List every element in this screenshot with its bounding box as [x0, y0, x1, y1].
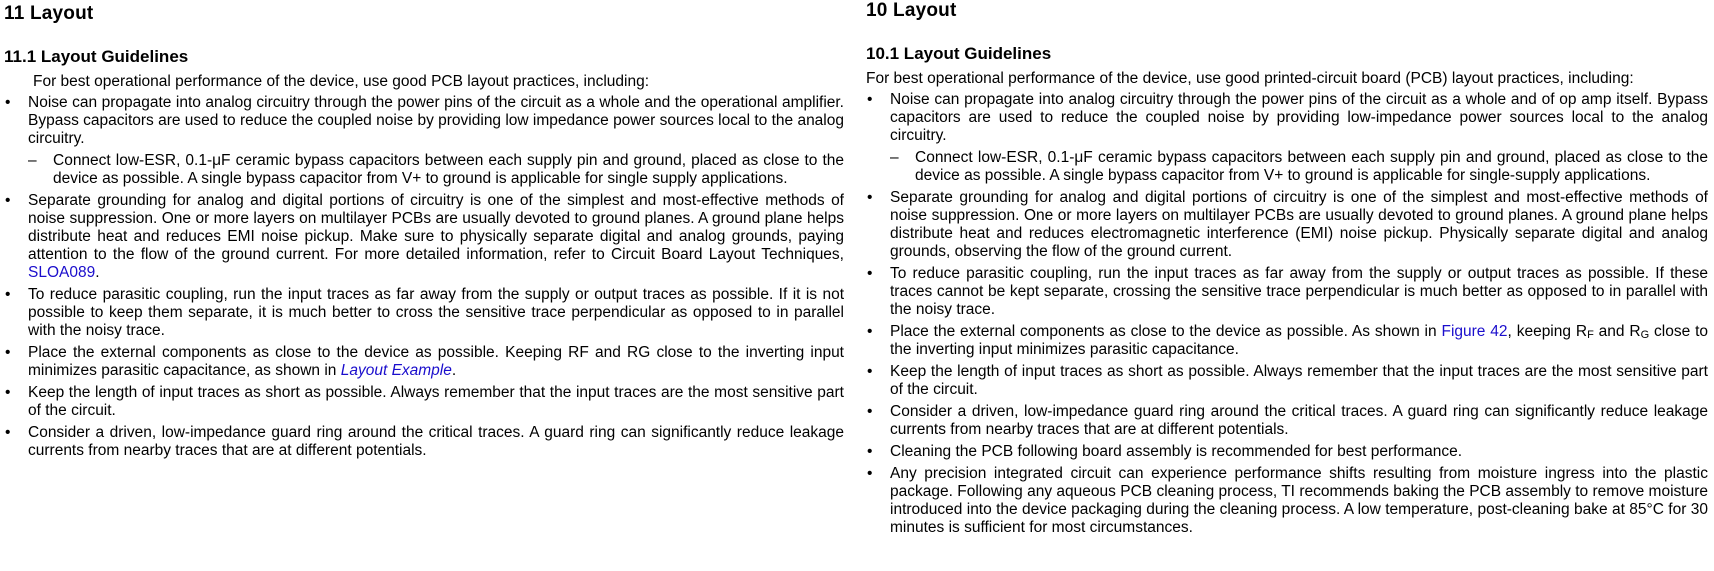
list-item-text: Separate grounding for analog and digital portions of circuitry is one of the simplest and most-effective methods of noise suppression. One or more layers on multilayer PCBs are usually devoted to ground planes. A ground plane helps distribute heat and reduces EMI noise pickup. Make sure to physically separate digital and analog grounds, paying attention to the flow of the ground current. For more detailed information, refer to Circuit Board Layout Techniques,	[28, 192, 844, 263]
list-item-end: .	[451, 362, 457, 379]
list-item: • Consider a driven, low-impedance guard ring around the critical traces. A guard ring can significantly reduce leakage currents from nearby traces that are at different potentials.	[866, 403, 1708, 439]
list-item	[866, 323, 1708, 359]
list-item: • Cleaning the PCB following board assembly is recommended for best performance.	[866, 443, 1708, 461]
section-heading: 10 Layout	[866, 0, 957, 21]
list-item	[4, 192, 844, 282]
list-item	[4, 344, 844, 380]
list-item-text: , keeping R	[1507, 323, 1588, 340]
sub-list-item: – Connect low-ESR, 0.1-μF ceramic bypass capacitors between each supply pin and ground, placed as close to the device as possible. A single bypass capacitor from V+ to ground is applicable for single-supply applications.	[890, 149, 1708, 185]
list-item-text: Noise can propagate into analog circuitry through the power pins of the circuit as a whole and of op amp itself. Bypass capacitors are used to reduce the coupled noise by providing low-impedance power sources local to the analog circuitry.	[890, 91, 1708, 144]
subscript-g: G	[1640, 329, 1650, 341]
list-item	[4, 94, 844, 188]
left-column	[4, 0, 844, 464]
subsection-heading: 10.1 Layout Guidelines	[866, 44, 1052, 63]
list-item: • Keep the length of input traces as short as possible. Always remember that the input traces are the most sensitive part of the circuit.	[866, 363, 1708, 399]
subsection-heading: 11.1 Layout Guidelines	[4, 47, 189, 66]
list-item-text: and R	[1593, 323, 1641, 340]
sub-list	[890, 149, 1708, 185]
list-item: • To reduce parasitic coupling, run the input traces as far away from the supply or output traces as possible. If it is not possible to keep them separate, it is much better to cross the sensitive trace perpendicular as opposed to in parallel with the noisy trace.	[4, 286, 844, 340]
list-item-text: Place the external components as close to the device as possible. As shown in	[890, 323, 1442, 340]
sloa089-link[interactable]: SLOA089	[28, 264, 96, 281]
sub-list-item: – Connect low-ESR, 0.1-μF ceramic bypass capacitors between each supply pin and ground, placed as close to the device as possible. A single bypass capacitor from V+ to ground is applicable for single supply applications.	[28, 152, 844, 188]
list-item	[866, 91, 1708, 185]
list-item: • Any precision integrated circuit can experience performance shifts resulting from moisture ingress into the plastic package. Following any aqueous PCB cleaning process, TI recommends baking the PCB assembly to remove moisture introduced into the device packaging during the cleaning process. A low temperature, post-cleaning bake at 85°C for 30 minutes is sufficient for most circumstances.	[866, 465, 1708, 537]
sub-list	[28, 152, 844, 188]
intro-paragraph: For best operational performance of the device, use good printed-circuit board (PCB) layout practices, including:	[866, 70, 1634, 87]
list-item-text: Place the external components as close to the device as possible. Keeping RF and RG close to the inverting input minimizes parasitic capacitance, as shown in	[28, 344, 844, 379]
right-column	[866, 0, 1708, 541]
list-item-text: close to the inverting input minimizes parasitic capacitance.	[890, 323, 1708, 358]
section-heading: 11 Layout	[4, 3, 94, 24]
figure-42-link[interactable]: Figure 42	[1441, 323, 1508, 340]
list-item: • To reduce parasitic coupling, run the input traces as far away from the supply or output traces as possible. If these traces cannot be kept separate, crossing the sensitive trace perpendicular is much better as opposed to in parallel with the noisy trace.	[866, 265, 1708, 319]
layout-example-link[interactable]: Layout Example	[340, 362, 452, 379]
intro-paragraph: For best operational performance of the device, use good PCB layout practices, including:	[33, 73, 650, 90]
list-item: • Separate grounding for analog and digital portions of circuitry is one of the simplest and most-effective methods of noise suppression. One or more layers on multilayer PCBs are usually devoted to ground planes. A ground plane helps distribute heat and reduces electromagnetic interference (EMI) noise pickup. Physically separate digital and analog grounds, observing the flow of the ground current.	[866, 189, 1708, 261]
guideline-list	[4, 94, 844, 460]
list-item: • Consider a driven, low-impedance guard ring around the critical traces. A guard ring can significantly reduce leakage currents from nearby traces that are at different potentials.	[4, 424, 844, 460]
list-item: • Keep the length of input traces as short as possible. Always remember that the input traces are the most sensitive part of the circuit.	[4, 384, 844, 420]
list-item-text: Noise can propagate into analog circuitry through the power pins of the circuit as a whole and the operational amplifier. Bypass capacitors are used to reduce the coupled noise by providing low impedance power sources local to the analog circuitry.	[28, 94, 844, 147]
guideline-list	[866, 91, 1708, 537]
subscript-f: F	[1587, 329, 1594, 341]
list-item-end: .	[95, 264, 100, 281]
